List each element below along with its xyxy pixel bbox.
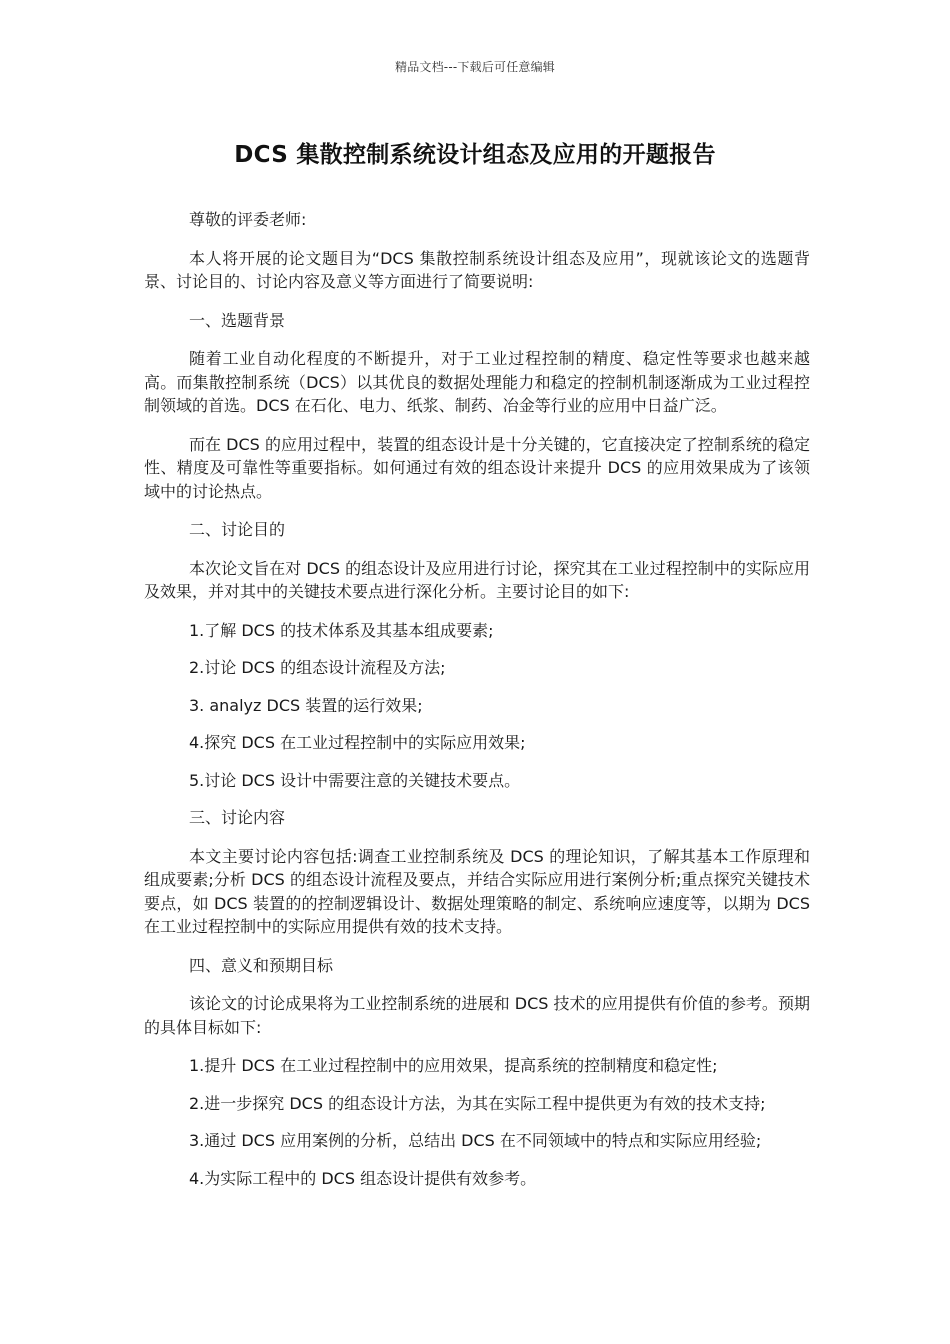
salutation: 尊敬的评委老师: bbox=[189, 210, 307, 229]
goal-item-3: 3.通过 DCS 应用案例的分析，总结出 DCS 在不同领域中的特点和实际应用经验; bbox=[189, 1131, 762, 1150]
background-paragraph-1: 随着工业自动化程度的不断提升，对于工业过程控制的精度、稳定性等要求也越来越高。而集散控制系统（DCS）以其优良的数据处理能力和稳定的控制机制逐渐成为工业过程控制领域的首选。DCS 在石化、电力、纸浆、制药、冶金等行业的应用中日益广泛。 bbox=[144, 349, 810, 415]
purpose-item-3: 3. analyz DCS 装置的运行效果; bbox=[189, 695, 423, 715]
goal-item-2: 2.进一步探究 DCS 的组态设计方法，为其在实际工程中提供更为有效的技术支持; bbox=[189, 1093, 766, 1113]
significance-paragraph: 该论文的讨论成果将为工业控制系统的进展和 DCS 技术的应用提供有价值的参考。预期的具体目标如下: bbox=[144, 994, 810, 1037]
purpose-item-5: 5.讨论 DCS 设计中需要注意的关键技术要点。 bbox=[189, 770, 521, 790]
goal-item-1: 1.提升 DCS 在工业过程控制中的应用效果，提高系统的控制精度和稳定性; bbox=[189, 1056, 718, 1075]
content-paragraph: 本文主要讨论内容包括:调查工业控制系统及 DCS 的理论知识，了解其基本工作原理和组成要素;分析 DCS 的组态设计流程及要点，并结合实际应用进行案例分析;重点探究关键技术要点，如 DCS 装置的的控制逻辑设计、数据处理策略的制定、系统响应速度等，以期为 DCS 在工业过程控制中的实际应用提供有效的技术支持。 bbox=[144, 846, 810, 936]
purpose-item-4: 4.探究 DCS 在工业过程控制中的实际应用效果; bbox=[189, 733, 526, 752]
goal-item-4: 4.为实际工程中的 DCS 组态设计提供有效参考。 bbox=[189, 1168, 537, 1188]
purpose-paragraph: 本次论文旨在对 DCS 的组态设计及应用进行讨论，探究其在工业过程控制中的实际应用及效果，并对其中的关键技术要点进行深化分析。主要讨论目的如下: bbox=[144, 558, 810, 601]
section-heading-background: 一、选题背景 bbox=[189, 310, 286, 330]
background-paragraph-2: 而在 DCS 的应用过程中，装置的组态设计是十分关键的，它直接决定了控制系统的稳定性、精度及可靠性等重要指标。如何通过有效的组态设计来提升 DCS 的应用效果成为了该领域中的讨论热点。 bbox=[144, 434, 810, 501]
section-heading-significance: 四、意义和预期目标 bbox=[189, 955, 334, 975]
header-note: 精品文档---下载后可任意编辑 bbox=[395, 60, 555, 74]
section-heading-content: 三、讨论内容 bbox=[189, 808, 286, 827]
intro-paragraph: 本人将开展的论文题目为“DCS 集散控制系统设计组态及应用”，现就该论文的选题背景、讨论目的、讨论内容及意义等方面进行了简要说明: bbox=[144, 248, 810, 291]
section-heading-purpose: 二、讨论目的 bbox=[189, 520, 286, 539]
purpose-item-1: 1.了解 DCS 的技术体系及其基本组成要素; bbox=[189, 620, 494, 640]
document-body bbox=[144, 208, 810, 1204]
purpose-item-2: 2.讨论 DCS 的组态设计流程及方法; bbox=[189, 658, 446, 677]
document-title: DCS 集散控制系统设计组态及应用的开题报告 bbox=[234, 142, 716, 168]
